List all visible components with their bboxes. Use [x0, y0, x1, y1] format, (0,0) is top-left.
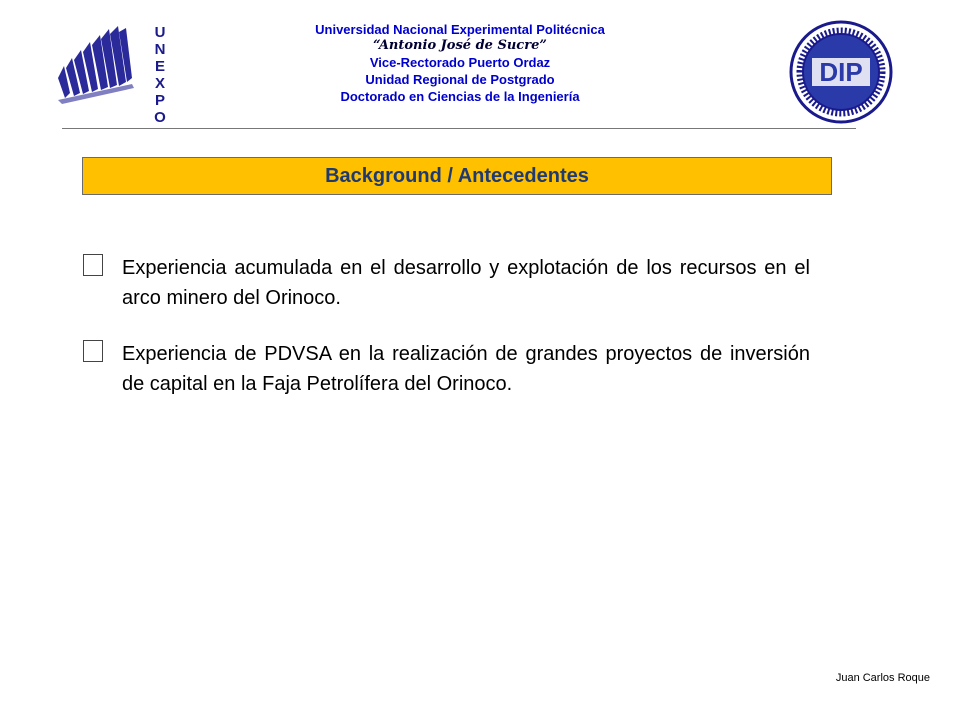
vice-rectorate: Vice-Rectorado Puerto Ordaz — [369, 55, 551, 70]
institution-header — [240, 21, 680, 105]
university-namesake: “Antonio José de Sucre” — [373, 38, 547, 53]
bullet-box-icon — [83, 254, 103, 276]
unexpo-logo — [50, 18, 180, 126]
logo-letter-o: O — [154, 109, 166, 126]
dip-initials: DIP — [819, 57, 863, 87]
dip-seal-logo — [788, 18, 894, 126]
header-divider — [62, 128, 856, 129]
logo-letter-n: N — [154, 41, 166, 58]
logo-letter-x: X — [154, 75, 166, 92]
doctorate-program: Doctorado en Ciencias de la Ingeniería — [340, 89, 580, 104]
bullet-text-1: Experiencia acumulada en el desarrollo y explotación de los recursos en el arco minero del Orinoco. — [122, 257, 810, 309]
postgraduate-unit: Unidad Regional de Postgrado — [365, 72, 555, 87]
logo-letter-e: E — [154, 58, 166, 75]
logo-letter-u: U — [154, 24, 166, 41]
university-name: Universidad Nacional Experimental Politécnica — [315, 22, 605, 37]
slide-title-banner — [82, 157, 832, 195]
bullet-text-2: Experiencia de PDVSA en la realización de grandes proyectos de inversión de capital en la Faja Petrolífera del Orinoco. — [122, 343, 810, 395]
slide-title: Background / Antecedentes — [325, 164, 589, 187]
logo-letter-p: P — [154, 92, 166, 109]
author-footer: Juan Carlos Roque — [835, 672, 930, 684]
bullet-box-icon — [83, 340, 103, 362]
